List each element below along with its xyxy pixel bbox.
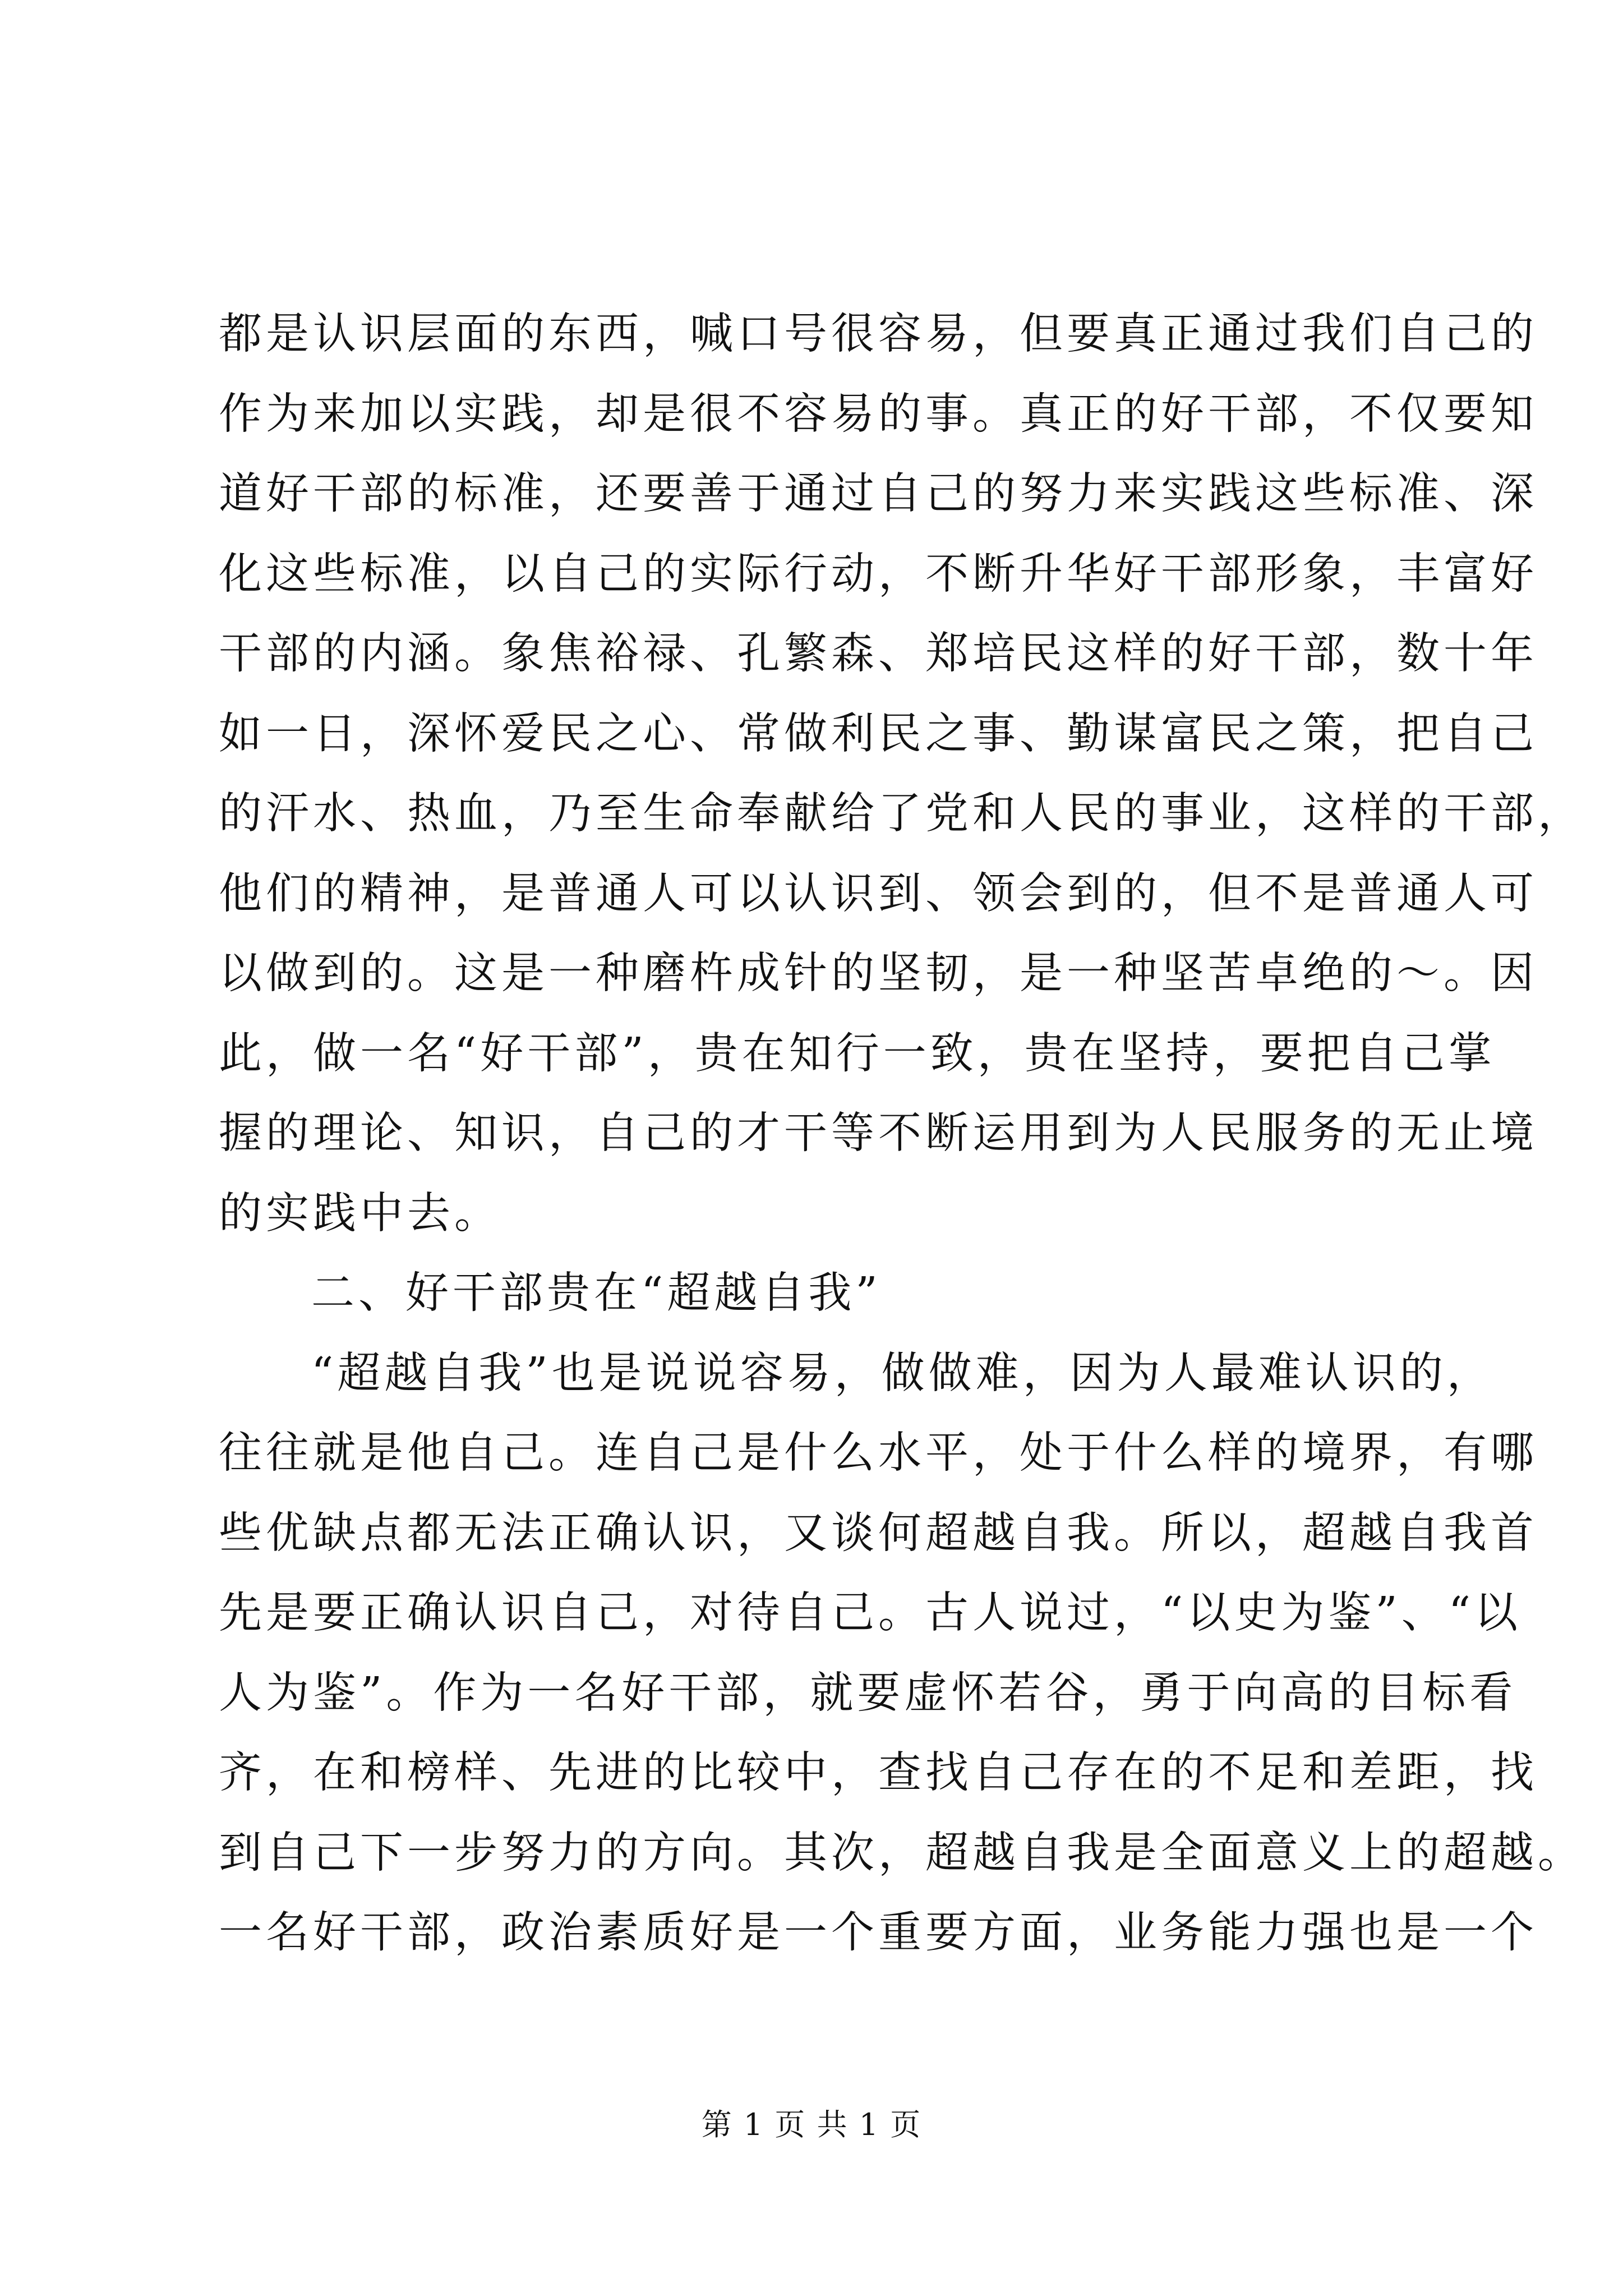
text-line: 齐，在和榜样、先进的比较中，查找自己存在的不足和差距，找 [219, 1748, 1538, 1798]
body-text [219, 295, 1585, 1973]
text-line: 人为鉴”。作为一名好干部，就要虚怀若谷，勇于向高的目标看 [219, 1668, 1517, 1718]
page-number: 第 1 页 共 1 页 [701, 2107, 922, 2142]
text-line: 都是认识层面的东西，喊口号很容易，但要真正通过我们自己的 [219, 309, 1538, 359]
text-line: 一名好干部，政治素质好是一个重要方面，业务能力强也是一个 [219, 1908, 1538, 1958]
text-line: 的实践中去。 [219, 1188, 501, 1239]
text-line: 以做到的。这是一种磨杵成针的坚韧，是一种坚苦卓绝的～。因 [219, 949, 1538, 999]
text-line: 他们的精神，是普通人可以认识到、领会到的，但不是普通人可 [219, 868, 1538, 919]
text-line: 此，做一名“好干部”，贵在知行一致，贵在坚持，要把自己掌 [219, 1028, 1496, 1079]
text-line: 作为来加以实践，却是很不容易的事。真正的好干部，不仅要知 [219, 389, 1538, 439]
text-line: 往往就是他自己。连自己是什么水平，处于什么样的境界，有哪 [219, 1428, 1538, 1478]
text-line: 些优缺点都无法正确认识，又谈何超越自我。所以，超越自我首 [219, 1508, 1538, 1558]
text-line: 道好干部的标准，还要善于通过自己的努力来实践这些标准、深 [219, 469, 1538, 519]
section-heading: 二、好干部贵在“超越自我” [311, 1268, 882, 1318]
text-line: 如一日，深怀爱民之心、常做利民之事、勤谋富民之策，把自己 [219, 708, 1538, 759]
text-line: 先是要正确认识自己，对待自己。古人说过，“以史为鉴”、“以 [219, 1588, 1522, 1638]
text-line: 干部的内涵。象焦裕禄、孔繁森、郑培民这样的好干部，数十年 [219, 629, 1538, 679]
paragraph-first-line: “超越自我”也是说说容易，做做难，因为人最难认识的， [311, 1348, 1494, 1398]
text-line: 化这些标准，以自己的实际行动，不断升华好干部形象，丰富好 [219, 549, 1538, 599]
text-line: 到自己下一步努力的方向。其次，超越自我是全面意义上的超越。 [219, 1828, 1585, 1878]
text-line: 握的理论、知识，自己的才干等不断运用到为人民服务的无止境 [219, 1108, 1538, 1158]
text-line: 的汗水、热血，乃至生命奉献给了党和人民的事业，这样的干部， [219, 789, 1585, 839]
